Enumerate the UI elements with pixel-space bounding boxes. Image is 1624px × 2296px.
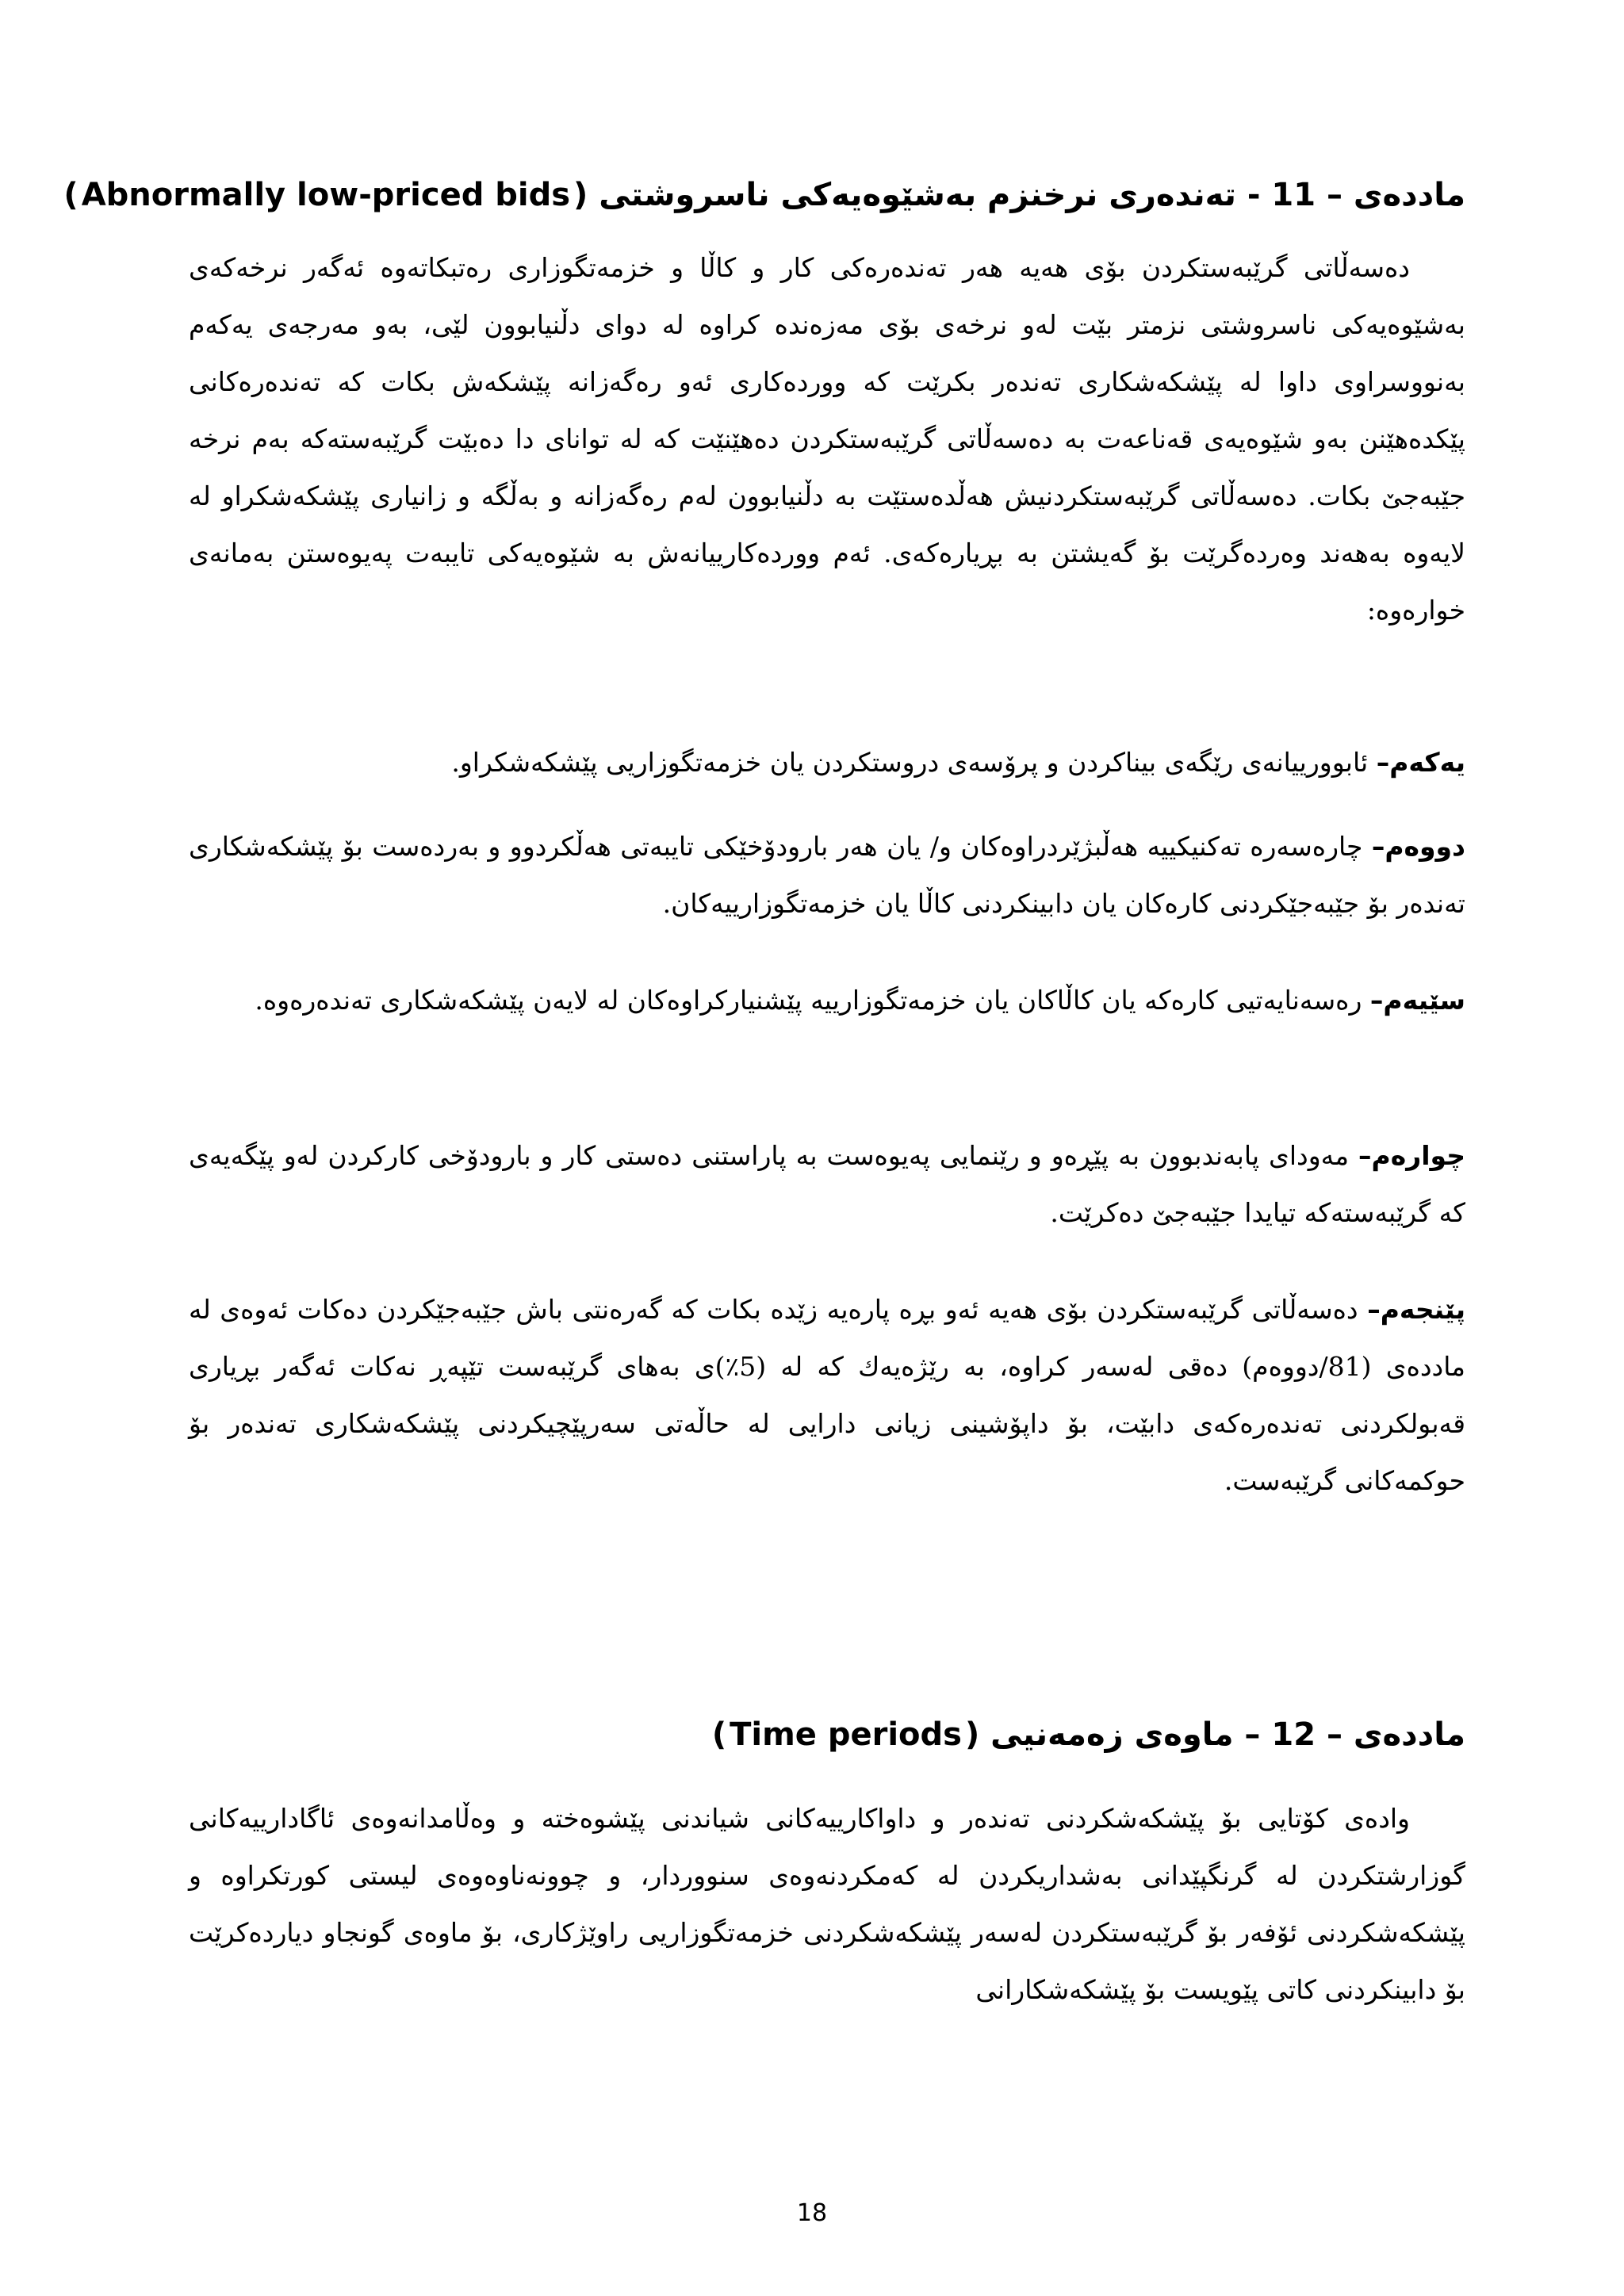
section-12-paragraph: وادەی کۆتایی بۆ پێشکەشکردنی تەندەر و داواکارییەکانی شیاندنی پێشوەختە و وەڵامدانەوەی ئاگادارییەکانی گوزارشتکردن لە گرنگپێدانی بەشداریکردن لە کەمکردنەوەی سنووردار، و چوونەناوەوەی لیستی کورتکراوە و پێشکەشکردنی ئۆفەر بۆ گرێبەستکردن لەسەر پێشکەشکردنی خزمەتگوزاریی راوێژکاری، بۆ ماوەی گونجاو دیاردەکرێت بۆ دابینکردنی کاتی پێویست بۆ پێشکەشکارانی [189, 1803, 1465, 2005]
list-item-label: چوارەم– [1358, 1140, 1465, 1171]
page-number: 18 [796, 2199, 828, 2227]
section-12-heading [149, 1709, 1465, 1760]
section-11-heading-english-group: ( Abnormally low-priced bids ) [63, 170, 588, 220]
section-11-heading [63, 170, 1465, 220]
list-item-label: پێنجەم– [1367, 1294, 1466, 1325]
list-item-text: چارەسەرە تەکنیکییە هەڵبژێردراوەکان و/ یان هەر بارودۆخێکی تایبەتی هەڵکردوو و بەردەست بۆ پێشکەشکاری تەندەر بۆ جێبەجێکردنی کارەکان یان دابینکردنی کاڵا یان خزمەتگوزارییەکان. [189, 831, 1465, 919]
list-item-text: دەسەڵاتی گرێبەستکردن بۆی هەیە ئەو بڕە پارەیە زێدە بکات کە گەرەنتی باش جێبەجێکردن دەکات ئەوەی لە ماددەی (81/دووەم) دەقی لەسەر کراوە، بە رێژەیەك کە لە (5٪)ی بەهای گرێبەست تێپەڕ نەکات ئەگەر بڕیاری قەبولکردنی تەندەرەکەی دابێت، بۆ داپۆشینی زیانی دارایی لە حاڵەتی سەرپێچیکردنی پێشکەشکاری تەندەر بۆ حوکمەکانی گرێبەست. [189, 1294, 1465, 1496]
list-item-label: یەکەم– [1376, 747, 1465, 778]
section-12-heading-kurdish: ماددەی – 12 – ماوەی زەمەنیی [990, 1716, 1465, 1753]
list-item-text: مەودای پابەندبوون بە پێڕەو و رێنمایی پەیوەست بە پاراستنی دەستی کار و بارودۆخی کارکردن لەو پێگەیەی کە گرێبەستەکە تیایدا جێبەجێ دەکرێت. [189, 1140, 1465, 1228]
section-11-paragraph: دەسەڵاتی گرێبەستکردن بۆی هەیە هەر تەندەرەکی کار و کاڵا و خزمەتگوزاری رەتبکاتەوە ئەگەر نرخەکەی بەشێوەیەکی ناسروشتی نزمتر بێت لەو نرخەی بۆی مەزەندە کراوە لە دوای دڵنیابوون لێی، بەو مەرجەی یەکەم بەنووسراوی داوا لە پێشکەشکاری تەندەر بکرێت کە ووردەکاری ئەو رەگەزانە پێشکەش بکات کە تەندەرەکانی پێکدەهێنن بەو شێوەیەی قەناعەت بە دەسەڵاتی گرێبەستکردن دەهێنێت کە لە توانای دا دەبێت گرێبەستەکە بەم نرخە جێبەجێ بکات. دەسەڵاتی گرێبەستکردنیش هەڵدەستێت بە دڵنیابوون لەم رەگەزانە و بەڵگە و زانیاری پێشکەشکراو لە لایەوە بەهەند وەردەگرێت بۆ گەیشتن بە بڕیارەکەی. ئەم ووردەکارییانەش بە شێوەیەکی تایبەت پەیوەستن بەمانەی خوارەوە: [189, 252, 1465, 626]
list-item [189, 972, 1465, 1029]
section-12-heading-english: Time periods [730, 1716, 962, 1753]
list-item [189, 734, 1465, 791]
section-11-heading-english: Abnormally low-priced bids [81, 177, 571, 213]
list-item-label: دووەم– [1371, 831, 1465, 862]
list-item [189, 818, 1465, 932]
list-item [189, 1281, 1465, 1510]
section-11-heading-kurdish: ماددەی – 11 - تەندەری نرخنزم بەشێوەیەکی ناسروشتی [599, 177, 1465, 213]
section-12-heading-english-group: ( Time periods ) [712, 1709, 979, 1760]
list-item-text: رەسەنایەتیی کارەکە یان کاڵاکان یان خزمەتگوزارییە پێشنیارکراوەکان لە لایەن پێشکەشکاری تەندەرەوە. [255, 985, 1362, 1016]
list-item [189, 1127, 1465, 1242]
list-item-text: ئابوورییانەی رێگەی بیناکردن و پرۆسەی دروستکردن یان خزمەتگوزاریی پێشکەشکراو. [451, 747, 1369, 778]
list-item-label: سێیەم– [1369, 985, 1465, 1016]
